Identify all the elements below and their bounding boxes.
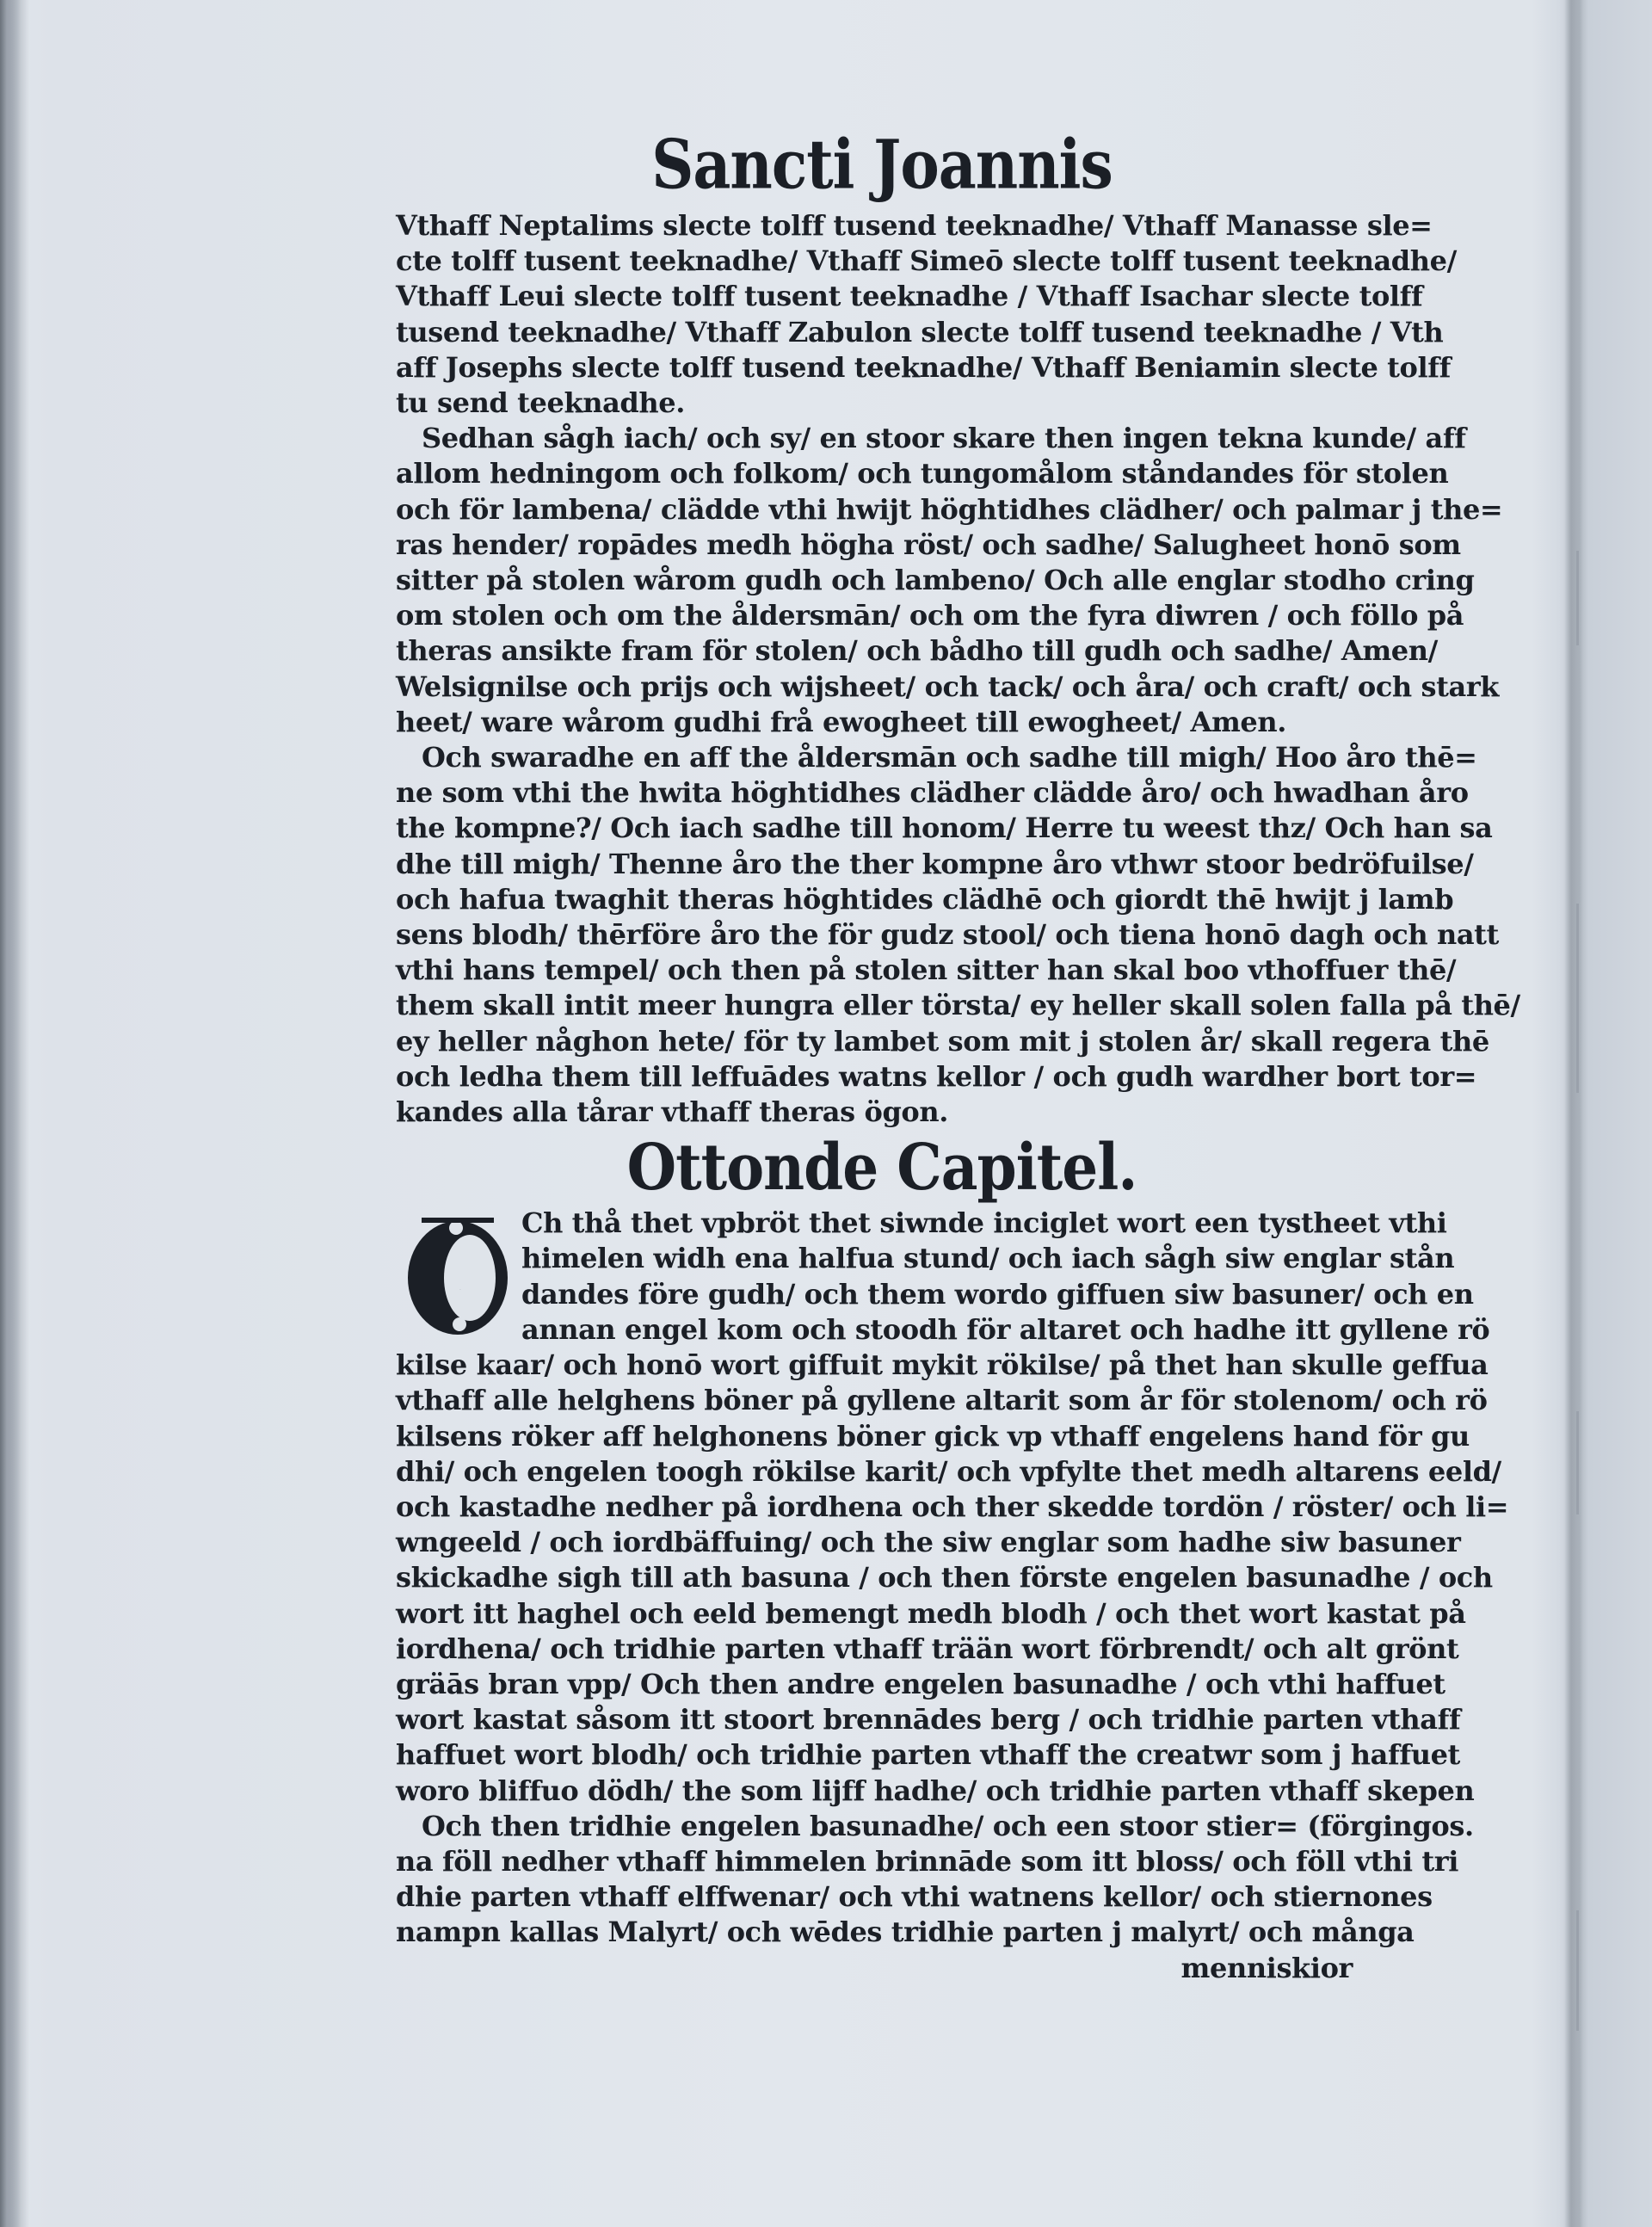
text-line: sens blodh/ thērföre åro the för gudz stool/ och tiena honō dagh och natt xyxy=(396,918,1499,952)
text-block xyxy=(396,120,1520,1986)
text-line: ne som vthi the hwita höghtidhes clädher clädde åro/ och hwadhan åro xyxy=(396,776,1469,810)
text-line: nampn kallas Malyrt/ och wēdes tridhie parten j malyrt/ och många xyxy=(396,1915,1415,1949)
text-line: wort kastat såsom itt stoort brennādes berg / och tridhie parten vthaff xyxy=(396,1703,1461,1737)
text-line: wngeeld / och iordbäffuing/ och the siw englar som hadhe siw basuner xyxy=(396,1526,1461,1559)
text-line: Ch thå thet vpbröt thet siwnde inciglet wort een tystheet vthi xyxy=(521,1206,1447,1240)
text-line: wort itt haghel och eeld bemengt medh blodh / och thet wort kastat på xyxy=(396,1596,1466,1630)
text-line: ras hender/ ropādes medh högha röst/ och sadhe/ Salugheet honō som xyxy=(396,527,1461,561)
text-line: dhe till migh/ Thenne åro the ther kompne åro vthwr stoor bedröfuilse/ xyxy=(396,847,1474,880)
text-line: vthi hans tempel/ och then på stolen sitter han skal boo vthoffuer thē/ xyxy=(396,953,1457,987)
text-line: ey heller någhon hete/ för ty lambet som mit j stolen år/ skall regera thē xyxy=(396,1024,1489,1058)
text-line: Vthaff Leui slecte tolff tusent teeknadhe / Vthaff Isachar slecte tolff xyxy=(396,280,1423,313)
text-line: kilsens röker aff helghonens böner gick vp vthaff engelens hand för gu xyxy=(396,1419,1470,1453)
paragraph xyxy=(396,1809,1474,1951)
text-line: Och swaradhe en aff the åldersmān och sadhe till migh/ Hoo åro thē= xyxy=(422,741,1477,774)
catchword: menniskior xyxy=(1180,1951,1353,1984)
text-line: och för lambena/ clädde vthi hwijt höghtidhes clädher/ och palmar j the= xyxy=(396,492,1503,526)
text-line: Och then tridhie engelen basunadhe/ och een stoor stier= (förgingos. xyxy=(422,1809,1474,1842)
page-edge xyxy=(1564,0,1583,2227)
paragraph xyxy=(396,421,1503,740)
binding-thread xyxy=(1576,904,1579,1093)
text-line: tu send teeknadhe. xyxy=(396,386,685,420)
text-line: na föll nedher vthaff himmelen brinnāde som itt bloss/ och föll vthi tri xyxy=(396,1844,1459,1878)
decorated-initial-o xyxy=(396,1211,525,1340)
text-line: Sedhan sågh iach/ och sy/ en stoor skare then ingen tekna kunde/ aff xyxy=(422,422,1466,455)
initial-letter: O xyxy=(459,1290,461,1292)
text-line: kandes alla tårar vthaff theras ögon. xyxy=(396,1095,948,1129)
text-line: gräās bran vpp/ Och then andre engelen basunadhe / och vthi haffuet xyxy=(396,1667,1446,1700)
dropcap-lines xyxy=(396,1206,1490,1348)
text-line: iordhena/ och tridhie parten vthaff trään wort förbrendt/ och alt grönt xyxy=(396,1632,1459,1665)
text-line: annan engel kom och stoodh för altaret och hadhe itt gyllene rö xyxy=(521,1312,1490,1346)
text-line: the kompne?/ Och iach sadhe till honom/ Herre tu weest thz/ Och han sa xyxy=(396,811,1493,845)
chapter-body xyxy=(396,1206,1509,1808)
text-line: heet/ ware wårom gudhi frå ewogheet till ewogheet/ Amen. xyxy=(396,705,1286,738)
text-line: himelen widh ena halfua stund/ och iach sågh siw englar stån xyxy=(521,1242,1455,1275)
binding-thread xyxy=(1576,1910,1579,2031)
chapter-heading: Ottonde Capitel. xyxy=(626,1129,1137,1205)
text-line: theras ansikte fram för stolen/ och bådho till gudh och sadhe/ Amen/ xyxy=(396,634,1438,668)
text-line: och hafua twaghit theras höghtides clädhē och giordt thē hwijt j lamb xyxy=(396,882,1454,916)
text-line: tusend teeknadhe/ Vthaff Zabulon slecte tolff tusend teeknadhe / Vth xyxy=(396,315,1444,349)
text-line: dhi/ och engelen toogh rökilse karit/ och vpfylte thet medh altarens eeld/ xyxy=(396,1454,1501,1488)
text-line: them skall intit meer hungra eller törsta/ ey heller skall solen falla på thē/ xyxy=(396,989,1520,1022)
binding-thread xyxy=(1576,551,1579,645)
text-line: aff Josephs slecte tolff tusend teeknadhe/ Vthaff Beniamin slecte tolff xyxy=(396,350,1451,384)
text-line: Welsignilse och prijs och wijsheet/ och tack/ och åra/ och craft/ och stark xyxy=(396,669,1500,703)
text-line: dandes före gudh/ och them wordo giffuen siw basuner/ och en xyxy=(521,1277,1474,1311)
text-line: Vthaff Neptalims slecte tolff tusend teeknadhe/ Vthaff Manasse sle= xyxy=(396,209,1433,242)
binding-thread xyxy=(1576,1411,1579,1514)
text-line: cte tolff tusent teeknadhe/ Vthaff Simeō slecte tolff tusent teeknadhe/ xyxy=(396,244,1457,278)
text-line: skickadhe sigh till ath basuna / och then förste engelen basunadhe / och xyxy=(396,1561,1493,1595)
text-line: och ledha them till leffuādes watns kellor / och gudh wardher bort tor= xyxy=(396,1059,1477,1093)
text-line: kilse kaar/ och honō wort giffuit mykit rökilse/ på thet han skulle geffua xyxy=(396,1348,1489,1382)
text-line: allom hedningom och folkom/ och tungomålom ståndandes för stolen xyxy=(396,457,1449,490)
paragraph xyxy=(396,208,1457,421)
text-line: sitter på stolen wårom gudh och lambeno/ Och alle englar stodho cring xyxy=(396,564,1475,597)
running-head: Sancti Joannis xyxy=(651,126,1113,205)
text-line: woro bliffuo dödh/ the som lijff hadhe/ och tridhie parten vthaff skepen xyxy=(396,1774,1475,1807)
paragraph xyxy=(396,740,1520,1130)
chapter-lines xyxy=(396,1348,1509,1809)
text-line: vthaff alle helghens böner på gyllene altarit som år för stolenom/ och rö xyxy=(396,1384,1488,1417)
text-line: haffuet wort blodh/ och tridhie parten vthaff the creatwr som j haffuet xyxy=(396,1738,1460,1772)
text-line: och kastadhe nedher på iordhena och ther skedde tordön / röster/ och li= xyxy=(396,1490,1509,1523)
book-gutter-shadow xyxy=(0,0,29,2227)
text-line: om stolen och om the åldersmān/ och om the fyra diwren / och föllo på xyxy=(396,599,1464,632)
text-line: dhie parten vthaff elffwenar/ och vthi watnens kellor/ och stiernones xyxy=(396,1880,1433,1914)
